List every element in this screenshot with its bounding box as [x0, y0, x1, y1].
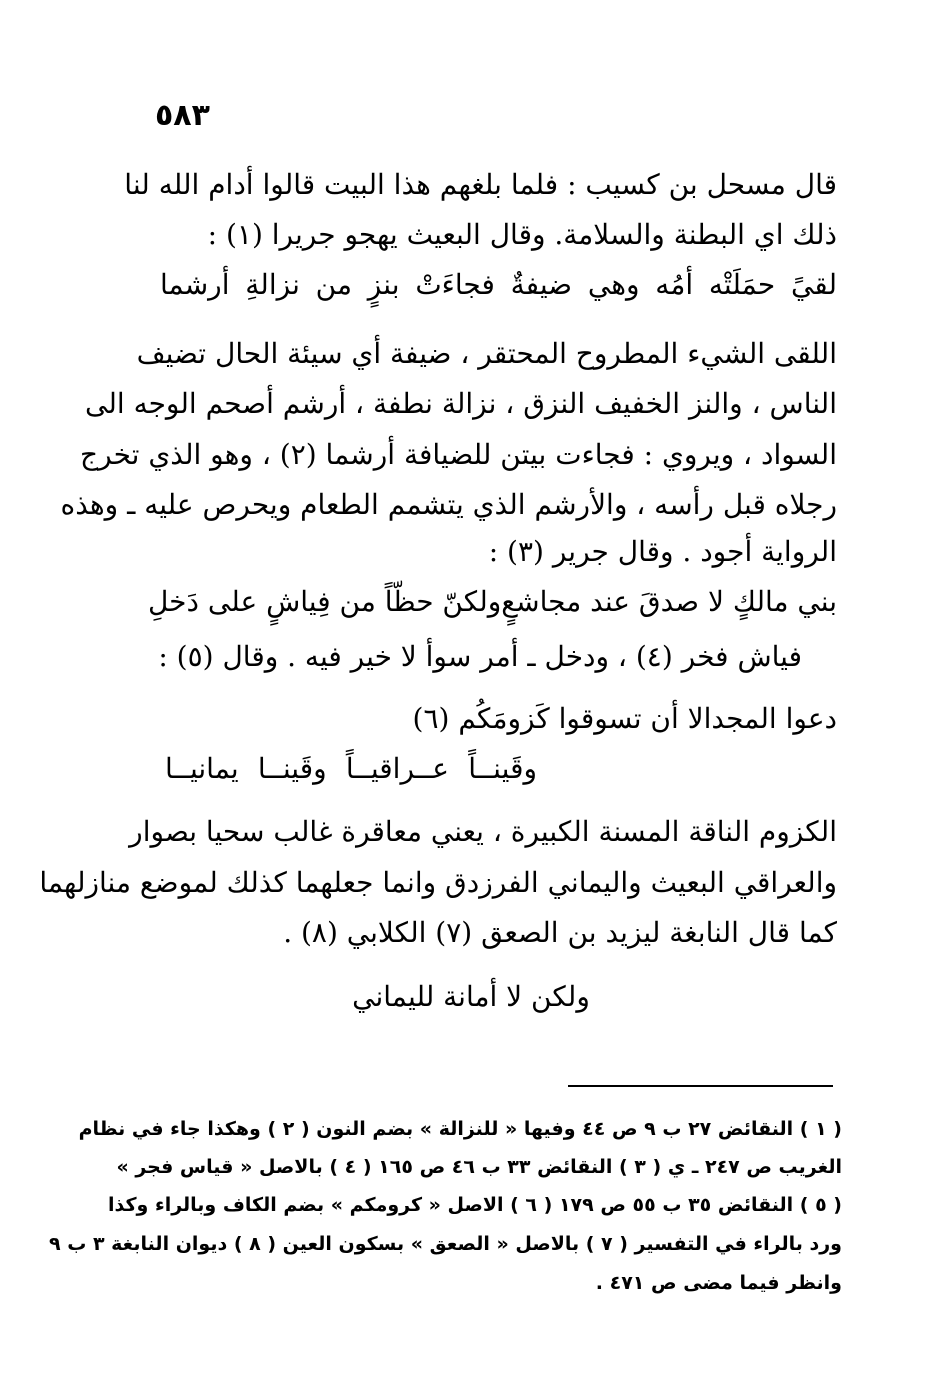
verse-four: ولكن لا أمانة لليماني [352, 980, 590, 1013]
footnote-line-2: الغريب ص ٢٤٧ ـ ي ( ٣ ) النقائض ٣٣ ب ٤٦ ص ١٦٥ ( ٤ ) بالاصل « قياس فجر » [116, 1156, 842, 1178]
body-line-8: الرواية أجود . وقال جرير (٣) : [488, 535, 837, 568]
verse-three-first-hemistich: دعوا المجدالا أن تسوقوا كَزومَكُم (٦) [412, 702, 837, 735]
footnote-divider [568, 1085, 833, 1087]
body-line-4: اللقى الشيء المطروح المحتقر ، ضيفة أي سيئة الحال تضيف [136, 337, 837, 370]
footnote-line-5: وانظر فيما مضى ص ٤٧١ . [595, 1272, 842, 1294]
footnote-line-3: ( ٥ ) النقائض ٣٥ ب ٥٥ ص ١٧٩ ( ٦ ) الاصل « كرومكم » بضم الكاف وبالراء وكذا [108, 1194, 842, 1216]
verse-two [147, 585, 837, 619]
verse-two-second-hemistich: ولكنّ حظّاً من فِياشٍ على دَخلِ [147, 585, 502, 618]
commentary-line-2: والعراقي البعيث واليماني الفرزدق وانما جعلهما كذلك لموضع منازلهما [39, 866, 837, 899]
body-line-6: السواد ، ويروي : فجاءت بيتن للضيافة أرشما (٢) ، وهو الذي تخرج [80, 438, 837, 471]
body-line-5: الناس ، والنز الخفيف النزق ، نزالة نطفة ، أرشم أصحم الوجه الى [85, 387, 837, 420]
body-line-2: ذلك اي البطنة والسلامة. وقال البعيث يهجو جريرا (١) : [207, 218, 837, 251]
footnote-line-4: ورد بالراء في التفسير ( ٧ ) بالاصل « الصعق » بسكون العين ( ٨ ) ديوان النابغة ٣ ب ٩ [49, 1233, 842, 1255]
body-line-1: قال مسحل بن كسيب : فلما بلغهم هذا البيت قالوا أدام الله لنا [124, 168, 837, 201]
commentary-line-1: الكزوم الناقة المسنة الكبيرة ، يعني معاقرة غالب سحيا بصوار [129, 815, 837, 848]
verse-three-second-hemistich: وقَينــاً عــراقيــاً وقَينــا يمانيــا [165, 752, 537, 785]
commentary-line-3: كما قال النابغة ليزيد بن الصعق (٧) الكلابي (٨) . [283, 916, 837, 949]
footnote-line-1: ( ١ ) النقائض ٢٧ ب ٩ ص ٤٤ وفيها « للنزالة » بضم النون ( ٢ ) وهكذا جاء في نظام [78, 1118, 842, 1140]
verse-one: لقيً حمَلَتْه أمُه وهي ضيفةٌ فجاءَتْ بنزٍ من نزالةِ أرشما [160, 268, 837, 301]
fiyash-line: فياش فخر (٤) ، ودخل ـ أمر سوأ لا خير فيه . وقال (٥) : [158, 640, 802, 673]
page-number: ٥٨٣ [155, 98, 210, 133]
body-line-7: رجلاه قبل رأسه ، والأرشم الذي يتشمم الطعام ويحرص عليه ـ وهذه [60, 488, 837, 521]
verse-two-first-hemistich: بني مالكٍ لا صدقَ عند مجاشعٍ [501, 585, 837, 618]
